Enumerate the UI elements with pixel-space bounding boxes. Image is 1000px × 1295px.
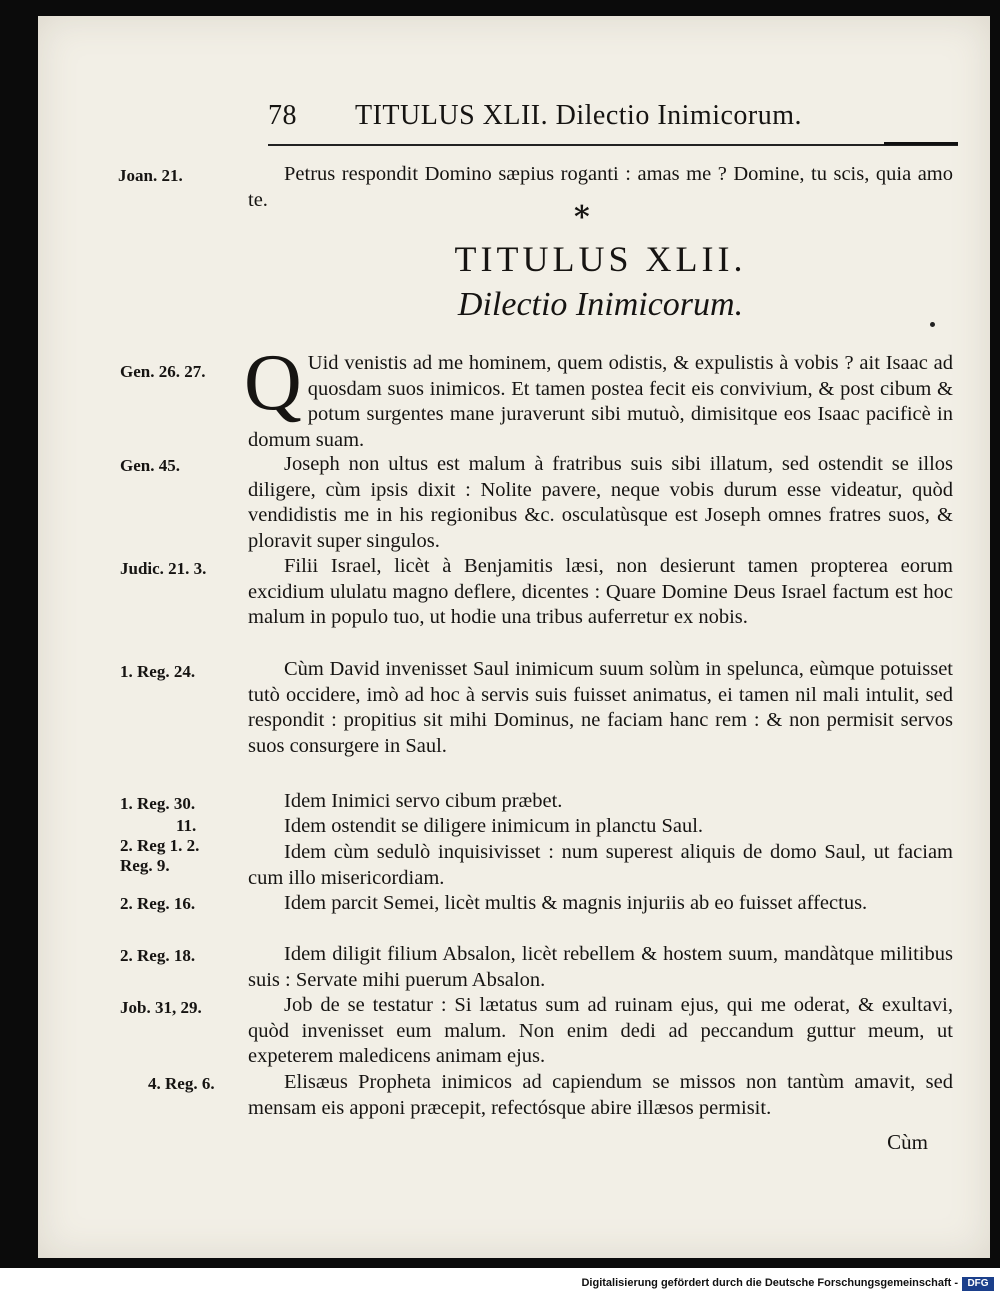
paragraph: Idem cùm sedulò inquisivisset : num superest aliquis de domo Saul, ut faciam cum illo misericordiam. — [248, 841, 953, 889]
margin-note: 11. — [176, 816, 197, 835]
paragraph: Idem ostendit se diligere inimicum in planctu Saul. — [284, 815, 704, 837]
header-rule — [268, 144, 958, 146]
margin-note: 2. Reg. 18. — [120, 946, 196, 965]
margin-note: 2. Reg. 16. — [120, 894, 196, 913]
drop-cap: Q — [244, 339, 302, 427]
paragraph: Idem diligit filium Absalon, licèt rebellem & hostem suum, mandàtque militibus suis : Servate mihi puerum Absalon. — [248, 943, 953, 991]
paragraph: Q Uid venistis ad me hominem, quem odistis, & expulistis à vobis ? ait Isaac ad quosdam suos inimicos. Et tamen postea fecit eis convivium, & post cibum & potum surgentes mane juraverunt sibi mutuò, dimisitque eos Isaac pacificè in domum suam. — [244, 339, 953, 451]
margin-note: 1. Reg. 30. — [120, 794, 196, 813]
asterisk-ornament: * — [574, 200, 590, 235]
book-page — [38, 16, 990, 1258]
margin-note: Job. 31, 29. — [120, 998, 202, 1017]
funding-footer — [0, 1275, 1000, 1295]
margin-note: Gen. 26. 27. — [120, 362, 206, 381]
ink-speck — [930, 322, 935, 327]
margin-note: 4. Reg. 6. — [148, 1074, 215, 1093]
chapter-subtitle: Dilectio Inimicorum. — [457, 286, 744, 323]
page-number: 78 — [268, 100, 297, 131]
header-rule-thick — [884, 142, 958, 145]
running-title: TITULUS XLII. Dilectio Inimicorum. — [355, 100, 803, 131]
paragraph: Filii Israel, licèt à Benjamitis læsi, non desierunt tamen propterea eorum excidium ululatu magno deflere, dicentes : Quare Domine Deus Israel factum est hoc malum in populo tuo, ut hodie una tribus auferretur ex nobis. — [248, 555, 953, 629]
funding-text: Digitalisierung gefördert durch die Deutsche Forschungsgemeinschaft - — [581, 1277, 958, 1289]
paragraph: Idem Inimici servo cibum præbet. — [284, 790, 563, 812]
margin-note: Joan. 21. — [118, 166, 183, 185]
paragraph: Elisæus Propheta inimicos ad capiendum se missos non tantùm amavit, sed mensam eis apponi præcepit, refectósque abire illæsos permisit. — [248, 1071, 953, 1119]
paragraph: Job de se testatur : Si lætatus sum ad ruinam ejus, qui me oderat, & exultavi, quòd invenisset eum malum. Non enim dedi ad peccandum guttur meum, ut expeterem maledicens animam ejus. — [248, 994, 953, 1068]
paragraph: Joseph non ultus est malum à fratribus suis sibi illatum, sed ostendit se illos diligere, cùm ipsis dixit : Nolite pavere, neque vobis durum esse videatur, quòd vendidistis me in his regionibus &c. osculatùsque est Joseph omnes fratres suos, & ploravit super singulos. — [248, 453, 953, 552]
margin-note: 2. Reg 1. 2. Reg. 9. — [120, 836, 200, 875]
dfg-logo: DFG — [962, 1277, 994, 1291]
paragraph: Idem parcit Semei, licèt multis & magnis injuriis ab eo fuisset affectus. — [284, 892, 868, 914]
paragraph: Cùm David invenisset Saul inimicum suum solùm in spelunca, eùmque potuisset tutò occidere, imò ad hoc à servis suis fuisset animatus, ei tamen nil mali intulit, sed respondit : propitius sit mihi Dominus, ne faciam hanc rem : & non permisit servos suos consurgere in Saul. — [248, 658, 953, 757]
chapter-title: TITULUS XLII. — [454, 239, 747, 279]
intro-paragraph: Petrus respondit Domino sæpius roganti : amas me ? Domine, tu scis, quia amo te. — [248, 163, 953, 211]
margin-note: Gen. 45. — [120, 456, 180, 475]
catchword: Cùm — [887, 1130, 928, 1154]
running-header — [268, 100, 948, 132]
margin-note: Judic. 21. 3. — [120, 559, 207, 578]
margin-note: 1. Reg. 24. — [120, 662, 196, 681]
